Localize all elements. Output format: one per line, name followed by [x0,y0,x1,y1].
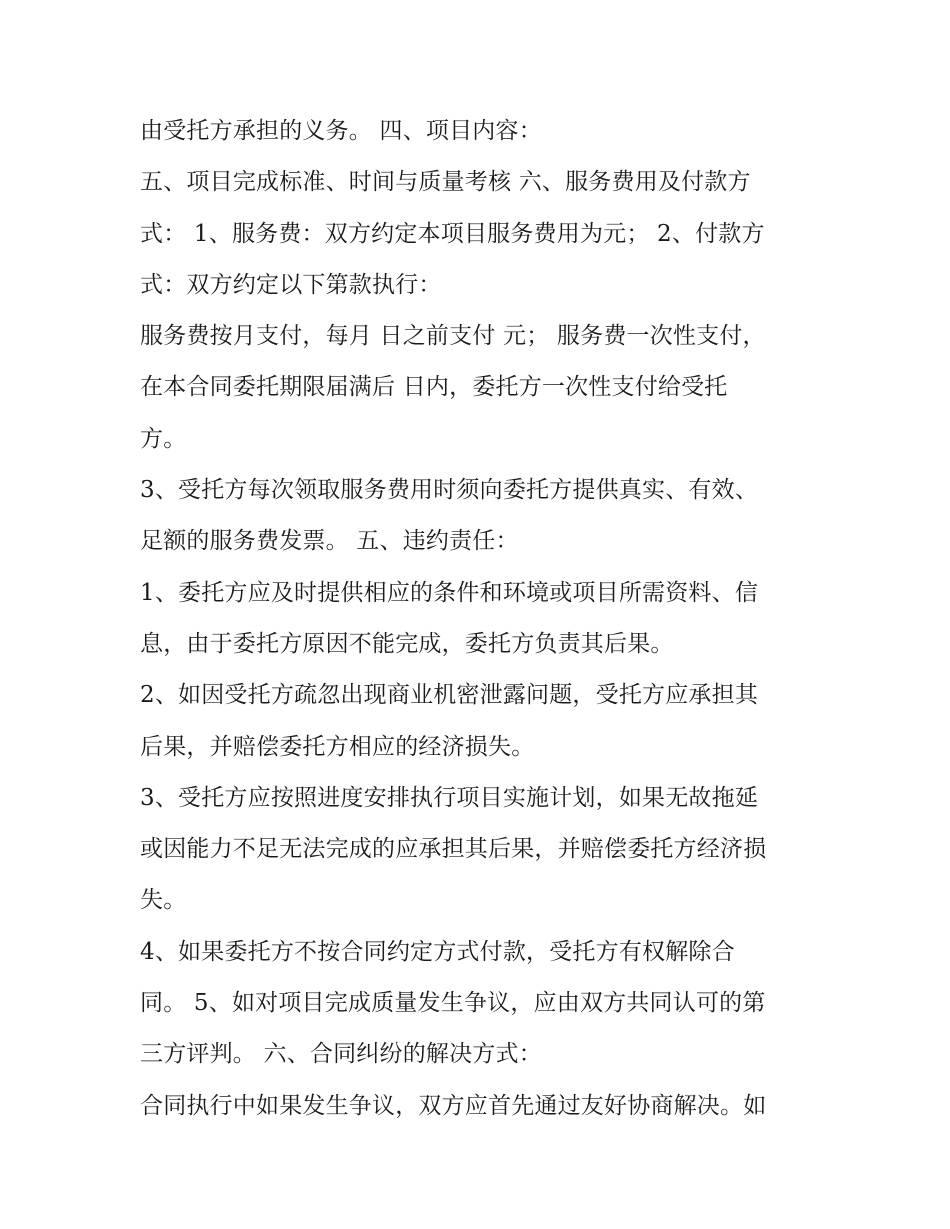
text-line: 三方评判。 六、合同纠纷的解决方式： [140,1041,542,1068]
text-line: 方。 [140,425,187,452]
text-line: 五、项目完成标准、时间与质量考核 六、服务费用及付款方 [140,169,751,196]
text-line: 2、如因受托方疏忽出现商业机密泄露问题，受托方应承担其 [140,682,759,709]
text-line: 4、如果委托方不按合同约定方式付款，受托方有权解除合 [140,938,735,965]
text-line: 3、受托方应按照进度安排执行项目实施计划，如果无故拖延 [140,784,759,811]
text-line: 式：双方约定以下第款执行： [140,271,442,298]
text-line: 由受托方承担的义务。 四、项目内容： [140,118,542,144]
text-line: 式： 1、服务费：双方约定本项目服务费用为元； 2、付款方 [140,220,765,247]
contract-text-body [140,106,820,1132]
text-line: 失。 [140,887,187,914]
text-line: 同。 5、如对项目完成质量发生争议，应由双方共同认可的第 [140,990,766,1017]
text-line: 服务费按月支付，每月 日之前支付 元； 服务费一次性支付， [140,323,766,350]
text-line: 合同执行中如果发生争议，双方应首先通过友好协商解决。如 [140,1092,767,1119]
text-line: 1、委托方应及时提供相应的条件和环境或项目所需资料、信 [140,579,759,606]
text-line: 息，由于委托方原因不能完成，委托方负责其后果。 [140,630,674,657]
text-line: 或因能力不足无法完成的应承担其后果，并赔偿委托方经济损 [140,836,767,863]
text-line: 3、受托方每次领取服务费用时须向委托方提供真实、有效、 [140,477,759,504]
text-line: 后果，并赔偿委托方相应的经济损失。 [140,733,535,760]
text-line: 足额的服务费发票。 五、违约责任： [140,528,519,555]
text-line: 在本合同委托期限届满后 日内，委托方一次性支付给受托 [140,374,728,401]
